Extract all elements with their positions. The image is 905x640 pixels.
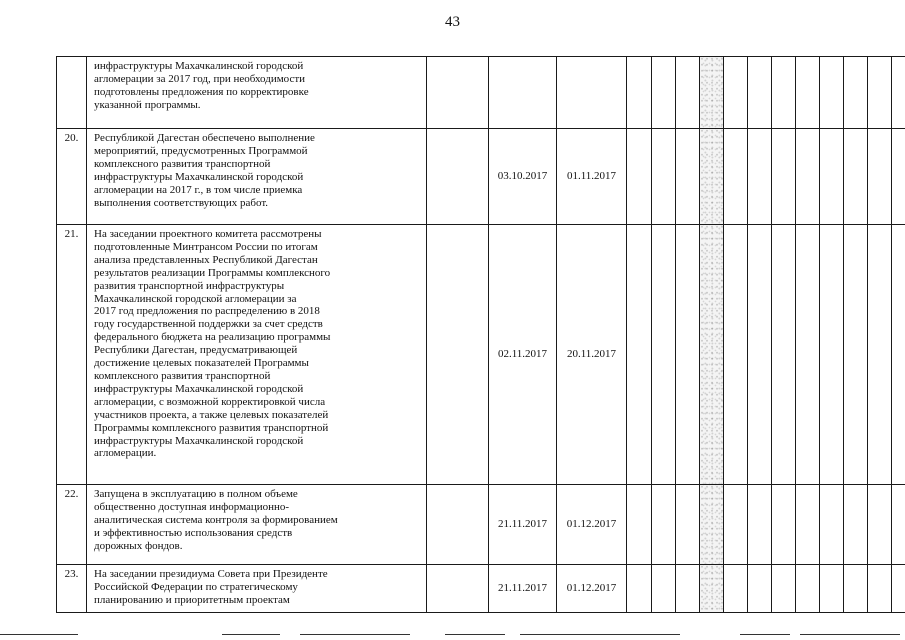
start-date: 02.11.2017 (489, 225, 557, 485)
period-cell (676, 225, 700, 485)
footer-rule (740, 634, 790, 635)
period-cell (868, 565, 892, 613)
period-cell (844, 129, 868, 225)
period-cell (868, 485, 892, 565)
description-line: агломерации. (94, 447, 157, 460)
period-cell (627, 565, 652, 613)
period-cell (772, 57, 796, 129)
start-date: 03.10.2017 (489, 129, 557, 225)
footer-rule (300, 634, 410, 635)
highlighted-period-cell (700, 129, 724, 225)
description-line: Республики Дагестан, предусматривающей (94, 344, 298, 357)
period-cell (652, 485, 676, 565)
description-line: комплексного развития транспортной (94, 369, 271, 382)
period-cell (892, 485, 905, 565)
description-line: участников проекта, а также целевых показателей (94, 408, 329, 421)
table-body (57, 57, 905, 613)
description-line: указанной программы. (94, 98, 201, 111)
description-line: году государственной поддержки за счет средств (94, 318, 323, 331)
description-line: инфраструктуры Махачкалинской городской (94, 60, 304, 72)
description-line: агломерации, с возможной корректировкой числа (94, 395, 326, 408)
row-description (87, 225, 427, 485)
description-line: Российской Федерации по стратегическому (94, 580, 298, 593)
empty-cell (427, 129, 489, 225)
description-line: выполнения соответствующих работ. (94, 196, 269, 209)
period-cell (627, 129, 652, 225)
description-line: достижение целевых показателей Программы (94, 357, 309, 370)
period-cell (820, 485, 844, 565)
description-line: анализа представленных Республикой Дагестан (94, 253, 318, 266)
description-line: результатов реализации Программы комплексного (94, 266, 331, 279)
footer-rule (520, 634, 680, 635)
description-line: Программы комплексного развития транспортной (94, 421, 329, 434)
empty-cell (427, 57, 489, 129)
period-cell (868, 129, 892, 225)
period-cell (892, 225, 905, 485)
period-cell (724, 565, 748, 613)
empty-cell (427, 485, 489, 565)
highlighted-period-cell (700, 225, 724, 485)
row-number: 22. (57, 485, 87, 565)
row-description (87, 129, 427, 225)
period-cell (676, 565, 700, 613)
description-line: планированию и приоритетным проектам (94, 593, 290, 606)
description-line: комплексного развития транспортной (94, 157, 271, 170)
period-cell (868, 225, 892, 485)
period-cell (676, 485, 700, 565)
period-cell (820, 565, 844, 613)
description-line: 2017 год предложения по распределению в 2018 (94, 305, 320, 318)
highlighted-period-cell (700, 485, 724, 565)
period-cell (652, 565, 676, 613)
period-cell (748, 485, 772, 565)
description-line: инфраструктуры Махачкалинской городской (94, 170, 304, 183)
row-number: 23. (57, 565, 87, 613)
period-cell (748, 57, 772, 129)
end-date: 20.11.2017 (557, 225, 627, 485)
period-cell (652, 129, 676, 225)
table-row (57, 57, 905, 129)
footer-rule (800, 634, 900, 635)
table-row (57, 225, 905, 485)
period-cell (796, 565, 820, 613)
period-cell (892, 565, 905, 613)
period-cell (652, 225, 676, 485)
description-line: инфраструктуры Махачкалинской городской (94, 382, 304, 395)
period-cell (724, 57, 748, 129)
schedule-table (56, 56, 905, 613)
footer-rule (222, 634, 280, 635)
highlighted-period-cell (700, 57, 724, 129)
period-cell (652, 57, 676, 129)
period-cell (844, 565, 868, 613)
row-description (87, 57, 427, 129)
period-cell (844, 485, 868, 565)
start-date: 21.11.2017 (489, 565, 557, 613)
row-number: 21. (57, 225, 87, 485)
period-cell (772, 565, 796, 613)
description-line: аналитическая система контроля за формированием (94, 513, 338, 526)
period-cell (676, 129, 700, 225)
footer-rule (445, 634, 505, 635)
end-date: 01.12.2017 (557, 485, 627, 565)
period-cell (724, 225, 748, 485)
row-description (87, 485, 427, 565)
table-row (57, 485, 905, 565)
period-cell (892, 57, 905, 129)
description-line: агломерации за 2017 год, при необходимости (94, 72, 306, 85)
period-cell (627, 225, 652, 485)
start-date: 21.11.2017 (489, 485, 557, 565)
description-line: общественно доступная информационно- (94, 500, 290, 513)
row-description (87, 565, 427, 613)
period-cell (627, 57, 652, 129)
description-line: развития транспортной инфраструктуры (94, 279, 285, 292)
period-cell (820, 57, 844, 129)
description-line: федерального бюджета на реализацию программы (94, 331, 331, 344)
period-cell (748, 565, 772, 613)
period-cell (772, 129, 796, 225)
period-cell (772, 225, 796, 485)
end-date: 01.11.2017 (557, 129, 627, 225)
description-line: Республикой Дагестан обеспечено выполнение (94, 132, 315, 144)
period-cell (796, 225, 820, 485)
period-cell (892, 129, 905, 225)
description-line: дорожных фондов. (94, 539, 183, 552)
page-number: 43 (445, 14, 460, 30)
period-cell (748, 225, 772, 485)
empty-cell (427, 565, 489, 613)
footer-rule (0, 634, 78, 635)
row-number (57, 57, 87, 129)
period-cell (868, 57, 892, 129)
description-line: мероприятий, предусмотренных Программой (94, 144, 308, 157)
period-cell (796, 485, 820, 565)
end-date (557, 57, 627, 129)
period-cell (724, 485, 748, 565)
highlighted-period-cell (700, 565, 724, 613)
description-line: На заседании президиума Совета при Президенте (94, 568, 328, 580)
description-line: Махачкалинской городской агломерации за (94, 292, 297, 305)
table-row (57, 565, 905, 613)
period-cell (796, 129, 820, 225)
period-cell (796, 57, 820, 129)
description-line: Запущена в эксплуатацию в полном объеме (94, 488, 298, 500)
period-cell (724, 129, 748, 225)
description-line: подготовлены предложения по корректировке (94, 85, 309, 98)
description-line: и эффективностью использования средств (94, 526, 293, 539)
period-cell (676, 57, 700, 129)
period-cell (820, 225, 844, 485)
period-cell (844, 225, 868, 485)
description-line: На заседании проектного комитета рассмотрены (94, 228, 322, 240)
row-number: 20. (57, 129, 87, 225)
period-cell (772, 485, 796, 565)
period-cell (748, 129, 772, 225)
period-cell (844, 57, 868, 129)
end-date: 01.12.2017 (557, 565, 627, 613)
description-line: агломерации на 2017 г., в том числе приемка (94, 183, 303, 196)
period-cell (627, 485, 652, 565)
start-date (489, 57, 557, 129)
description-line: инфраструктуры Махачкалинской городской (94, 434, 304, 447)
table-row (57, 129, 905, 225)
description-line: подготовленные Минтрансом России по итогам (94, 240, 318, 253)
period-cell (820, 129, 844, 225)
empty-cell (427, 225, 489, 485)
